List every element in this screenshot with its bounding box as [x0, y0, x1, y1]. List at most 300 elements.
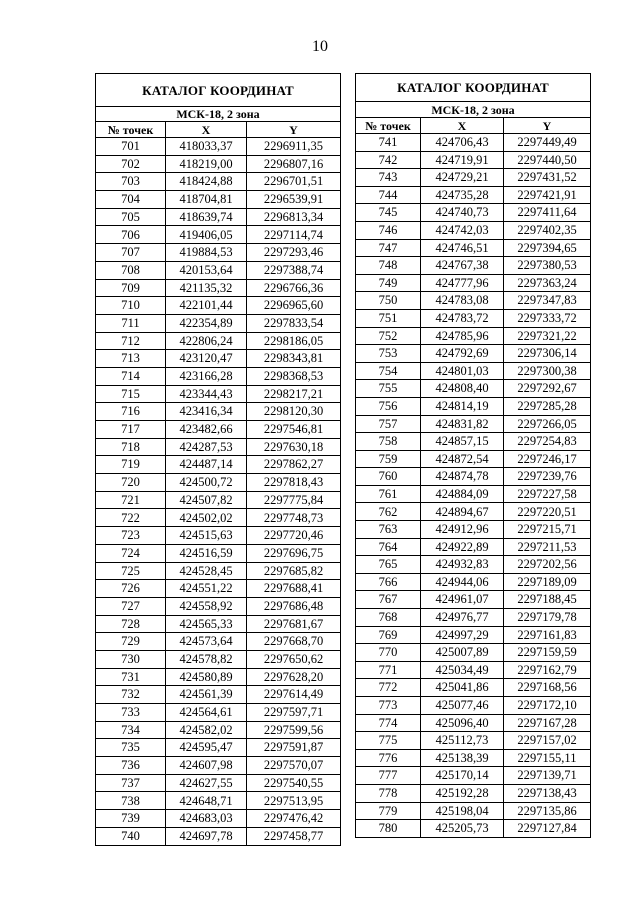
table-row [356, 221, 591, 239]
table-row [96, 509, 341, 527]
point-number-cell: 755 [356, 380, 421, 398]
y-coordinate-cell: 2297179,78 [504, 609, 591, 627]
table-body [96, 138, 341, 846]
point-number-cell: 714 [96, 367, 166, 385]
coordinate-catalog-table [95, 73, 341, 846]
y-coordinate-cell: 2297157,02 [504, 732, 591, 750]
x-coordinate-cell: 424648,71 [166, 792, 247, 810]
x-coordinate-cell: 424516,59 [166, 544, 247, 562]
x-coordinate-cell: 425198,04 [421, 802, 504, 820]
y-coordinate-cell: 2297720,46 [247, 527, 341, 545]
table-row [356, 468, 591, 486]
table-title: КАТАЛОГ КООРДИНАТ [356, 74, 591, 102]
y-coordinate-cell: 2297458,77 [247, 827, 341, 845]
point-number-cell: 776 [356, 749, 421, 767]
point-number-cell: 758 [356, 433, 421, 451]
y-coordinate-cell: 2297380,53 [504, 257, 591, 275]
x-coordinate-cell: 424729,21 [421, 169, 504, 187]
point-number-cell: 765 [356, 556, 421, 574]
table-row [356, 345, 591, 363]
x-coordinate-cell: 425138,39 [421, 749, 504, 767]
y-coordinate-cell: 2297685,82 [247, 562, 341, 580]
table-row [96, 580, 341, 598]
table-row [356, 292, 591, 310]
x-coordinate-cell: 420153,64 [166, 261, 247, 279]
y-coordinate-cell: 2297285,28 [504, 397, 591, 415]
coordinate-catalog-table [355, 73, 591, 838]
x-coordinate-cell: 418033,37 [166, 138, 247, 156]
y-coordinate-cell: 2296965,60 [247, 297, 341, 315]
y-coordinate-cell: 2297668,70 [247, 633, 341, 651]
y-coordinate-cell: 2297775,84 [247, 491, 341, 509]
table-row [356, 309, 591, 327]
point-number-cell: 756 [356, 397, 421, 415]
y-coordinate-cell: 2297162,79 [504, 661, 591, 679]
x-coordinate-cell: 424783,72 [421, 309, 504, 327]
x-coordinate-cell: 424976,77 [421, 609, 504, 627]
table-row [356, 239, 591, 257]
y-coordinate-cell: 2297159,59 [504, 644, 591, 662]
x-coordinate-cell: 424706,43 [421, 134, 504, 152]
x-coordinate-cell: 424777,96 [421, 274, 504, 292]
x-coordinate-cell: 424857,15 [421, 433, 504, 451]
point-number-cell: 706 [96, 226, 166, 244]
x-coordinate-cell: 424502,02 [166, 509, 247, 527]
y-coordinate-cell: 2297227,58 [504, 485, 591, 503]
point-number-cell: 747 [356, 239, 421, 257]
point-number-cell: 748 [356, 257, 421, 275]
table-row [96, 597, 341, 615]
point-number-cell: 771 [356, 661, 421, 679]
y-coordinate-cell: 2297862,27 [247, 456, 341, 474]
point-number-cell: 739 [96, 810, 166, 828]
point-number-cell: 724 [96, 544, 166, 562]
table-row [356, 151, 591, 169]
table-title-row [96, 74, 341, 107]
table-row [96, 297, 341, 315]
x-coordinate-cell: 422354,89 [166, 314, 247, 332]
table-row [356, 503, 591, 521]
table-row [96, 562, 341, 580]
point-number-cell: 715 [96, 385, 166, 403]
point-number-cell: 721 [96, 491, 166, 509]
x-coordinate-cell: 424551,22 [166, 580, 247, 598]
table-row [96, 385, 341, 403]
x-coordinate-cell: 422806,24 [166, 332, 247, 350]
x-coordinate-cell: 425041,86 [421, 679, 504, 697]
x-coordinate-cell: 423166,28 [166, 367, 247, 385]
point-number-cell: 740 [96, 827, 166, 845]
table-row [96, 474, 341, 492]
table-row [356, 134, 591, 152]
table-row [356, 784, 591, 802]
table-row [96, 438, 341, 456]
y-coordinate-cell: 2297321,22 [504, 327, 591, 345]
table-header-row [96, 122, 341, 138]
point-number-cell: 762 [356, 503, 421, 521]
x-coordinate-cell: 424558,92 [166, 597, 247, 615]
table-row [96, 668, 341, 686]
table-row [356, 433, 591, 451]
y-coordinate-cell: 2297254,83 [504, 433, 591, 451]
table-row [356, 204, 591, 222]
x-coordinate-cell: 424487,14 [166, 456, 247, 474]
table-row [356, 485, 591, 503]
x-coordinate-cell: 418219,00 [166, 155, 247, 173]
table-row [356, 169, 591, 187]
point-number-cell: 767 [356, 591, 421, 609]
table-row [96, 173, 341, 191]
x-coordinate-cell: 424580,89 [166, 668, 247, 686]
point-number-cell: 761 [356, 485, 421, 503]
point-number-cell: 732 [96, 686, 166, 704]
x-coordinate-cell: 424740,73 [421, 204, 504, 222]
x-coordinate-cell: 424801,03 [421, 362, 504, 380]
y-coordinate-cell: 2297449,49 [504, 134, 591, 152]
table-row [96, 792, 341, 810]
x-coordinate-cell: 425077,46 [421, 697, 504, 715]
y-coordinate-cell: 2297202,56 [504, 556, 591, 574]
y-coordinate-cell: 2297748,73 [247, 509, 341, 527]
x-coordinate-cell: 424997,29 [421, 626, 504, 644]
table-row [356, 609, 591, 627]
y-coordinate-cell: 2297686,48 [247, 597, 341, 615]
table-row [356, 450, 591, 468]
x-coordinate-cell: 424872,54 [421, 450, 504, 468]
table-row [356, 767, 591, 785]
point-number-cell: 741 [356, 134, 421, 152]
table-row [96, 650, 341, 668]
point-number-cell: 718 [96, 438, 166, 456]
x-coordinate-cell: 424573,64 [166, 633, 247, 651]
x-coordinate-cell: 424507,82 [166, 491, 247, 509]
table-row [356, 749, 591, 767]
x-coordinate-cell: 424683,03 [166, 810, 247, 828]
y-coordinate-cell: 2297292,67 [504, 380, 591, 398]
table-row [96, 810, 341, 828]
table-row [96, 367, 341, 385]
point-number-cell: 720 [96, 474, 166, 492]
y-coordinate-cell: 2297614,49 [247, 686, 341, 704]
point-number-cell: 735 [96, 739, 166, 757]
y-coordinate-cell: 2297388,74 [247, 261, 341, 279]
y-coordinate-cell: 2297476,42 [247, 810, 341, 828]
y-coordinate-cell: 2297155,11 [504, 749, 591, 767]
y-coordinate-cell: 2297540,55 [247, 774, 341, 792]
table-row [356, 820, 591, 838]
x-coordinate-cell: 424808,40 [421, 380, 504, 398]
y-coordinate-cell: 2297833,54 [247, 314, 341, 332]
x-coordinate-cell: 424742,03 [421, 221, 504, 239]
point-number-cell: 711 [96, 314, 166, 332]
x-coordinate-cell: 424922,89 [421, 538, 504, 556]
point-number-cell: 708 [96, 261, 166, 279]
table-row [356, 802, 591, 820]
x-coordinate-cell: 424944,06 [421, 573, 504, 591]
point-number-cell: 780 [356, 820, 421, 838]
y-coordinate-cell: 2297172,10 [504, 697, 591, 715]
x-coordinate-cell: 423120,47 [166, 350, 247, 368]
y-coordinate-cell: 2298217,21 [247, 385, 341, 403]
table-row [96, 739, 341, 757]
y-coordinate-cell: 2298368,53 [247, 367, 341, 385]
x-coordinate-cell: 424607,98 [166, 757, 247, 775]
y-coordinate-cell: 2297597,71 [247, 704, 341, 722]
x-coordinate-cell: 424874,78 [421, 468, 504, 486]
point-number-cell: 746 [356, 221, 421, 239]
point-number-cell: 701 [96, 138, 166, 156]
point-number-cell: 726 [96, 580, 166, 598]
point-number-cell: 723 [96, 527, 166, 545]
point-number-cell: 725 [96, 562, 166, 580]
table-row [356, 538, 591, 556]
y-coordinate-cell: 2297818,43 [247, 474, 341, 492]
y-coordinate-cell: 2297215,71 [504, 521, 591, 539]
point-number-cell: 759 [356, 450, 421, 468]
point-number-cell: 728 [96, 615, 166, 633]
point-number-cell: 730 [96, 650, 166, 668]
x-coordinate-cell: 424719,91 [421, 151, 504, 169]
point-number-cell: 710 [96, 297, 166, 315]
y-coordinate-cell: 2297363,24 [504, 274, 591, 292]
y-coordinate-cell: 2297630,18 [247, 438, 341, 456]
y-coordinate-cell: 2297570,07 [247, 757, 341, 775]
table-row [96, 138, 341, 156]
point-number-cell: 749 [356, 274, 421, 292]
y-coordinate-cell: 2297168,56 [504, 679, 591, 697]
x-coordinate-cell: 424561,39 [166, 686, 247, 704]
y-coordinate-cell: 2297189,09 [504, 573, 591, 591]
point-number-cell: 775 [356, 732, 421, 750]
y-coordinate-cell: 2297513,95 [247, 792, 341, 810]
x-coordinate-cell: 424565,33 [166, 615, 247, 633]
table-row [356, 697, 591, 715]
x-coordinate-cell: 424894,67 [421, 503, 504, 521]
x-coordinate-cell: 418424,88 [166, 173, 247, 191]
x-coordinate-cell: 419406,05 [166, 226, 247, 244]
table-subtitle-row [356, 102, 591, 118]
y-coordinate-cell: 2297402,35 [504, 221, 591, 239]
table-row [356, 732, 591, 750]
point-number-cell: 734 [96, 721, 166, 739]
y-coordinate-cell: 2297135,86 [504, 802, 591, 820]
y-coordinate-cell: 2298343,81 [247, 350, 341, 368]
x-coordinate-cell: 424814,19 [421, 397, 504, 415]
table-row [96, 155, 341, 173]
y-coordinate-cell: 2297114,74 [247, 226, 341, 244]
point-number-cell: 773 [356, 697, 421, 715]
x-coordinate-cell: 423416,34 [166, 403, 247, 421]
y-coordinate-cell: 2297293,46 [247, 244, 341, 262]
table-title-row [356, 74, 591, 102]
y-coordinate-cell: 2297394,65 [504, 239, 591, 257]
x-coordinate-cell: 424932,83 [421, 556, 504, 574]
x-coordinate-cell: 424287,53 [166, 438, 247, 456]
point-number-cell: 722 [96, 509, 166, 527]
y-coordinate-cell: 2297266,05 [504, 415, 591, 433]
column-header-x: X [421, 118, 504, 134]
point-number-cell: 737 [96, 774, 166, 792]
y-coordinate-cell: 2297220,51 [504, 503, 591, 521]
y-coordinate-cell: 2297431,52 [504, 169, 591, 187]
table-row [96, 421, 341, 439]
point-number-cell: 750 [356, 292, 421, 310]
table-row [356, 591, 591, 609]
x-coordinate-cell: 423482,66 [166, 421, 247, 439]
x-coordinate-cell: 425205,73 [421, 820, 504, 838]
y-coordinate-cell: 2296766,36 [247, 279, 341, 297]
point-number-cell: 754 [356, 362, 421, 380]
table-row [96, 721, 341, 739]
table-row [356, 274, 591, 292]
point-number-cell: 753 [356, 345, 421, 363]
point-number-cell: 752 [356, 327, 421, 345]
y-coordinate-cell: 2296813,34 [247, 208, 341, 226]
table-row [356, 644, 591, 662]
table-row [96, 827, 341, 845]
y-coordinate-cell: 2296807,16 [247, 155, 341, 173]
coordinate-system-label: МСК-18, 2 зона [96, 107, 341, 122]
x-coordinate-cell: 418639,74 [166, 208, 247, 226]
column-header-point-number: № точек [96, 122, 166, 138]
x-coordinate-cell: 425112,73 [421, 732, 504, 750]
point-number-cell: 744 [356, 186, 421, 204]
point-number-cell: 774 [356, 714, 421, 732]
table-row [356, 362, 591, 380]
table-row [96, 615, 341, 633]
column-header-point-number: № точек [356, 118, 421, 134]
x-coordinate-cell: 424735,28 [421, 186, 504, 204]
table-header-row [356, 118, 591, 134]
table-row [356, 257, 591, 275]
table-row [96, 403, 341, 421]
x-coordinate-cell: 424515,63 [166, 527, 247, 545]
table-row [356, 556, 591, 574]
column-header-y: Y [247, 122, 341, 138]
y-coordinate-cell: 2297440,50 [504, 151, 591, 169]
x-coordinate-cell: 424697,78 [166, 827, 247, 845]
table-row [356, 521, 591, 539]
table-row [96, 208, 341, 226]
y-coordinate-cell: 2297681,67 [247, 615, 341, 633]
y-coordinate-cell: 2297628,20 [247, 668, 341, 686]
point-number-cell: 764 [356, 538, 421, 556]
x-coordinate-cell: 425192,28 [421, 784, 504, 802]
x-coordinate-cell: 425096,40 [421, 714, 504, 732]
point-number-cell: 778 [356, 784, 421, 802]
point-number-cell: 742 [356, 151, 421, 169]
point-number-cell: 705 [96, 208, 166, 226]
table-body [356, 134, 591, 838]
point-number-cell: 713 [96, 350, 166, 368]
point-number-cell: 779 [356, 802, 421, 820]
point-number-cell: 731 [96, 668, 166, 686]
x-coordinate-cell: 425034,49 [421, 661, 504, 679]
column-header-x: X [166, 122, 247, 138]
table-row [356, 573, 591, 591]
table-row [96, 332, 341, 350]
x-coordinate-cell: 424528,45 [166, 562, 247, 580]
y-coordinate-cell: 2297239,76 [504, 468, 591, 486]
table-row [96, 686, 341, 704]
x-coordinate-cell: 424595,47 [166, 739, 247, 757]
y-coordinate-cell: 2297246,17 [504, 450, 591, 468]
table-row [356, 626, 591, 644]
point-number-cell: 733 [96, 704, 166, 722]
y-coordinate-cell: 2297138,43 [504, 784, 591, 802]
y-coordinate-cell: 2297161,83 [504, 626, 591, 644]
table-row [96, 314, 341, 332]
x-coordinate-cell: 424500,72 [166, 474, 247, 492]
table-row [356, 327, 591, 345]
y-coordinate-cell: 2296911,35 [247, 138, 341, 156]
y-coordinate-cell: 2296701,51 [247, 173, 341, 191]
table-row [356, 415, 591, 433]
x-coordinate-cell: 424912,96 [421, 521, 504, 539]
coordinate-system-label: МСК-18, 2 зона [356, 102, 591, 118]
table-row [96, 350, 341, 368]
point-number-cell: 717 [96, 421, 166, 439]
table-subtitle-row [96, 107, 341, 122]
point-number-cell: 707 [96, 244, 166, 262]
point-number-cell: 757 [356, 415, 421, 433]
y-coordinate-cell: 2297599,56 [247, 721, 341, 739]
x-coordinate-cell: 424746,51 [421, 239, 504, 257]
point-number-cell: 751 [356, 309, 421, 327]
point-number-cell: 736 [96, 757, 166, 775]
point-number-cell: 719 [96, 456, 166, 474]
table-row [96, 456, 341, 474]
y-coordinate-cell: 2297188,45 [504, 591, 591, 609]
point-number-cell: 760 [356, 468, 421, 486]
x-coordinate-cell: 424792,69 [421, 345, 504, 363]
point-number-cell: 712 [96, 332, 166, 350]
point-number-cell: 738 [96, 792, 166, 810]
point-number-cell: 703 [96, 173, 166, 191]
point-number-cell: 704 [96, 191, 166, 209]
point-number-cell: 743 [356, 169, 421, 187]
x-coordinate-cell: 425170,14 [421, 767, 504, 785]
table-row [96, 544, 341, 562]
x-coordinate-cell: 419884,53 [166, 244, 247, 262]
point-number-cell: 709 [96, 279, 166, 297]
x-coordinate-cell: 423344,43 [166, 385, 247, 403]
page-number: 10 [312, 38, 328, 55]
x-coordinate-cell: 421135,32 [166, 279, 247, 297]
y-coordinate-cell: 2297127,84 [504, 820, 591, 838]
point-number-cell: 702 [96, 155, 166, 173]
table-row [96, 191, 341, 209]
table-row [356, 186, 591, 204]
y-coordinate-cell: 2297650,62 [247, 650, 341, 668]
point-number-cell: 766 [356, 573, 421, 591]
table-row [96, 704, 341, 722]
table-row [96, 527, 341, 545]
table-row [96, 261, 341, 279]
x-coordinate-cell: 424785,96 [421, 327, 504, 345]
y-coordinate-cell: 2297300,38 [504, 362, 591, 380]
y-coordinate-cell: 2297546,81 [247, 421, 341, 439]
y-coordinate-cell: 2297211,53 [504, 538, 591, 556]
table-row [96, 226, 341, 244]
x-coordinate-cell: 424831,82 [421, 415, 504, 433]
y-coordinate-cell: 2297688,41 [247, 580, 341, 598]
point-number-cell: 763 [356, 521, 421, 539]
y-coordinate-cell: 2297139,71 [504, 767, 591, 785]
y-coordinate-cell: 2297306,14 [504, 345, 591, 363]
point-number-cell: 729 [96, 633, 166, 651]
table-row [356, 661, 591, 679]
